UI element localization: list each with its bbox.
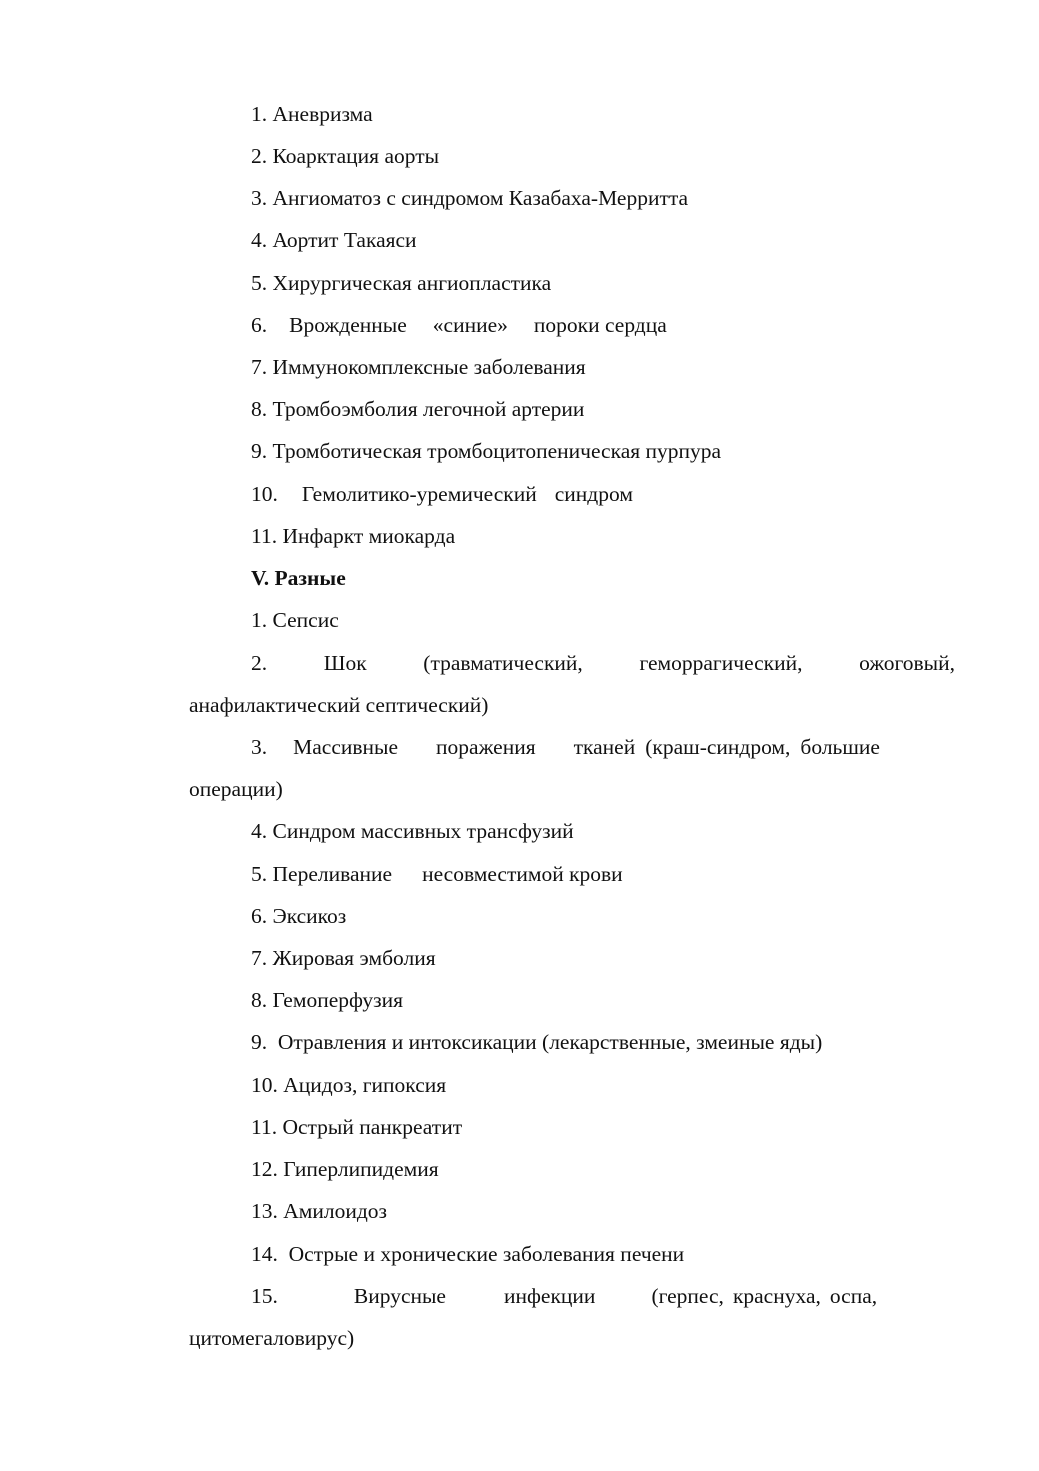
- list-item-2-line2: анафилактический септический): [189, 693, 489, 717]
- item-word: оспа,: [829, 1284, 878, 1308]
- item-word: 5. Переливание: [251, 862, 393, 886]
- item-word: Массивные: [293, 735, 399, 759]
- item-word: поражения: [436, 735, 536, 759]
- item-word: пороки сердца: [533, 313, 667, 337]
- list-item: 1. Аневризма: [251, 102, 373, 126]
- item-number: 6.: [251, 313, 268, 337]
- list-item: 1. Сепсис: [251, 608, 339, 632]
- item-word: тканей: [573, 735, 636, 759]
- item-number: 10.: [251, 482, 278, 506]
- list-item: 9. Отравления и интоксикации (лекарственные, змеиные яды): [251, 1030, 823, 1054]
- item-word: Гемолитико-уремический: [301, 482, 537, 506]
- list-item: 7. Жировая эмболия: [251, 946, 436, 970]
- item-word: синдром: [554, 482, 633, 506]
- list-item: 6. Эксикоз: [251, 904, 347, 928]
- item-word: геморрагический,: [639, 651, 803, 675]
- item-number: 15.: [251, 1284, 278, 1308]
- list-item-5: [251, 859, 955, 889]
- list-item-2-line1: [251, 648, 955, 678]
- list-item-15-line2: цитомегаловирус): [189, 1326, 355, 1350]
- item-number: 2.: [251, 651, 268, 675]
- list-item-3-line2: операции): [189, 777, 283, 801]
- item-word: краснуха,: [732, 1284, 821, 1308]
- item-word: несовместимой крови: [422, 862, 623, 886]
- list-item: 8. Гемоперфузия: [251, 988, 404, 1012]
- list-item: 9. Тромботическая тромбоцитопеническая пурпура: [251, 439, 722, 463]
- list-item-10: [251, 479, 955, 509]
- list-item: 4. Синдром массивных трансфузий: [251, 819, 574, 843]
- list-item: 7. Иммунокомплексные заболевания: [251, 355, 586, 379]
- item-word: (травматический,: [423, 651, 583, 675]
- list-item: 10. Ацидоз, гипоксия: [251, 1073, 447, 1097]
- list-item: 13. Амилоидоз: [251, 1199, 388, 1223]
- item-word: инфекции: [503, 1284, 596, 1308]
- item-word: Вирусные: [353, 1284, 446, 1308]
- item-word: Врожденные: [289, 313, 407, 337]
- list-item-3-line1: [251, 732, 955, 762]
- list-item: 12. Гиперлипидемия: [251, 1157, 439, 1181]
- list-item: 5. Хирургическая ангиопластика: [251, 271, 552, 295]
- item-word: большие: [800, 735, 880, 759]
- item-word: «синие»: [432, 313, 508, 337]
- list-item-15-line1: [251, 1281, 955, 1311]
- list-item: 11. Инфаркт миокарда: [251, 524, 456, 548]
- list-item: 8. Тромбоэмболия легочной артерии: [251, 397, 585, 421]
- list-item: 11. Острый панкреатит: [251, 1115, 463, 1139]
- item-word: (краш-синдром,: [645, 735, 791, 759]
- list-item: 14. Острые и хронические заболевания печени: [251, 1242, 685, 1266]
- list-item-6: [251, 310, 955, 340]
- list-item: 4. Аортит Такаяси: [251, 228, 417, 252]
- section-heading: V. Разные: [251, 566, 346, 590]
- item-word: ожоговый,: [859, 651, 955, 675]
- item-number: 3.: [251, 735, 268, 759]
- list-item: 2. Коарктация аорты: [251, 144, 440, 168]
- list-item: 3. Ангиоматоз с синдромом Казабаха-Мерритта: [251, 186, 689, 210]
- item-word: Шок: [323, 651, 367, 675]
- item-word: (герпес,: [651, 1284, 724, 1308]
